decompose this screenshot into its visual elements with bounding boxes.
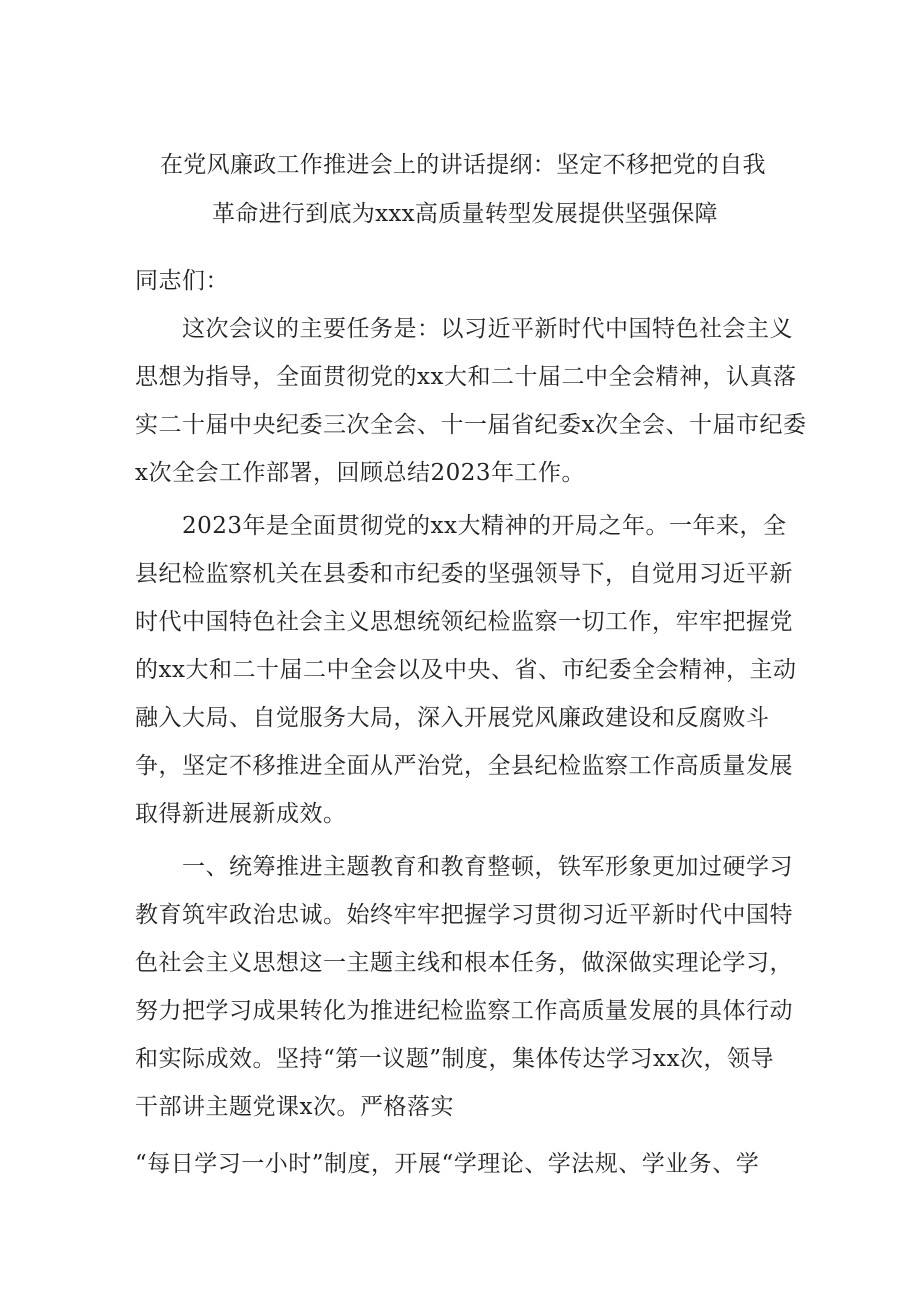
paragraph-3-line-2: 教育筑牢政治忠诚。始终牢牢把握学习贯彻习近平新时代中国特 — [135, 902, 793, 928]
paragraph-2-line-3: 时代中国特色社会主义思想统领纪检监察一切工作，牢牢把握党 — [135, 609, 793, 635]
paragraph-2-line-7: 取得新进展新成效。 — [135, 801, 347, 827]
paragraph-1-line-2: 思想为指导，全面贯彻党的xx大和二十届二中全会精神，认真落 — [135, 364, 797, 390]
salutation: 同志们： — [135, 268, 229, 294]
paragraph-1-line-4: x次全会工作部署，回顾总结2023年工作。 — [135, 460, 586, 486]
paragraph-3-line-3: 色社会主义思想这一主题主线和根本任务，做深做实理论学习， — [135, 950, 793, 976]
paragraph-2-line-6: 争，坚定不移推进全面从严治党，全县纪检监察工作高质量发展 — [135, 753, 793, 779]
paragraph-1-line-3: 实二十届中央纪委三次全会、十一届省纪委x次全会、十届市纪委 — [135, 412, 807, 438]
paragraph-3-line-5: 和实际成效。坚持“第一议题”制度，集体传达学习xx次，领导 — [135, 1046, 774, 1072]
paragraph-2-line-4: 的xx大和二十届二中全会以及中央、省、市纪委全会精神，主动 — [135, 657, 797, 683]
paragraph-2-line-5: 融入大局、自觉服务大局，深入开展党风廉政建设和反腐败斗 — [135, 705, 770, 731]
document-title-line-1: 在党风廉政工作推进会上的讲话提纲：坚定不移把党的自我 — [160, 152, 766, 178]
paragraph-3-line-6: 干部讲主题党课x次。严格落实 — [135, 1094, 454, 1120]
paragraph-2-line-2: 县纪检监察机关在县委和市纪委的坚强领导下，自觉用习近平新 — [135, 561, 793, 587]
paragraph-2-line-1: 2023年是全面贯彻党的xx大精神的开局之年。一年来，全 — [182, 513, 787, 539]
paragraph-4-line-1: “每日学习一小时”制度，开展“学理论、学法规、学业务、学 — [135, 1151, 760, 1177]
paragraph-1-line-1: 这次会议的主要任务是：以习近平新时代中国特色社会主义 — [182, 316, 793, 342]
document-title-line-2: 革命进行到底为xxx高质量转型发展提供坚强保障 — [212, 201, 718, 227]
paragraph-3-line-1: 一、统筹推进主题教育和教育整顿，铁军形象更加过硬学习 — [182, 854, 793, 880]
paragraph-3-line-4: 努力把学习成果转化为推进纪检监察工作高质量发展的具体行动 — [135, 998, 793, 1024]
